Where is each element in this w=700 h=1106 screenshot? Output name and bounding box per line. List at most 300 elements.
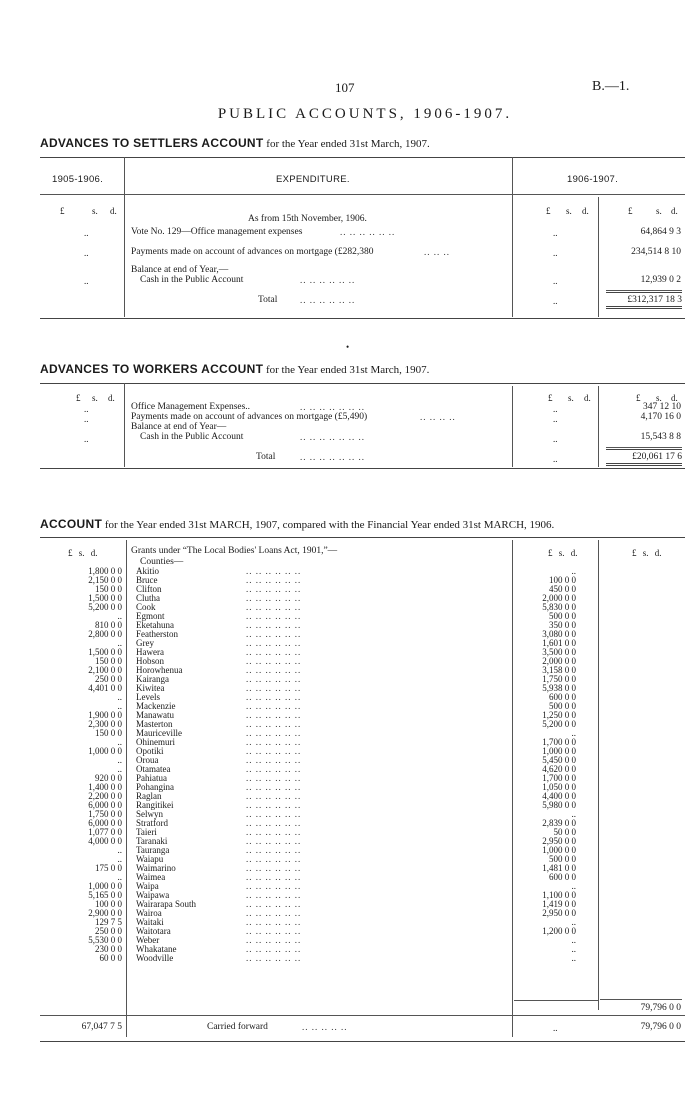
grant-county-name: Eketahuna (136, 620, 174, 630)
grant-leader-dots: .. .. .. .. .. .. (246, 800, 302, 810)
grant-prev-amount: 1,077 0 0 (88, 827, 122, 837)
page-number: 107 (335, 80, 355, 95)
grant-gap (122, 774, 136, 783)
grant-gap (122, 675, 136, 684)
grant-county-name: Levels (136, 692, 160, 702)
grant-gap (122, 954, 136, 963)
grant-leader-dots: .. .. .. .. .. .. (246, 917, 302, 927)
grant-leader-dots: .. .. .. .. .. .. (246, 737, 302, 747)
grant-curr-amount: 3,158 0 0 (542, 665, 576, 675)
grant-leader-dots: .. .. .. .. .. .. (246, 683, 302, 693)
grant-county-name: Egmont (136, 611, 165, 621)
grant-county-name: Weber (136, 935, 160, 945)
grant-row (42, 819, 576, 828)
grant-leader-dots: .. .. .. .. .. .. (246, 863, 302, 873)
grant-row (42, 918, 576, 927)
grant-prev-amount: 1,400 0 0 (88, 782, 122, 792)
settlers-row2-text: Payments made on account of advances on mortgage (£282,380 (131, 247, 374, 257)
grant-gap (122, 828, 136, 837)
grant-row (42, 900, 576, 909)
settlers-col-curr: 1906-1907. (567, 174, 619, 185)
account-carried-rule (40, 1015, 685, 1016)
grant-curr-amount: 1,601 0 0 (542, 638, 576, 648)
grant-county-name: Tauranga (136, 845, 170, 855)
grant-county-name: Cook (136, 602, 156, 612)
grant-county-name: Stratford (136, 818, 168, 828)
grant-gap (122, 891, 136, 900)
settlers-heading-rest: for the Year ended 31st March, 1907. (266, 138, 430, 150)
grant-leader-dots: .. .. .. .. .. .. (246, 575, 302, 585)
grant-row (42, 891, 576, 900)
document-page: 107 B.—1. PUBLIC ACCOUNTS, 1906-1907. ADVANCES TO SETTLERS ACCOUNT for the Year ended 31st March, 1907. 1905-1906. EXPENDITURE. 1906-1907. £ s. d. £ s. d. £ s. d. As from 15th November, 1906. .. Vote No. 129—Office management expenses .. .. .. .. .. .. .. 64,864 9 3 .. Payments made on account of advances on mortgage (£282,380 .. .. .. .. 234,514 8 10 Balance at end of Year,— .. Cash in the Public Account .. .. .. .. .. .. .. 12,939 0 2 Total .. .. .. .. .. .. .. £312,317 18 3 • ADVANCES TO WORKERS ACCOUNT for the Year ended 31st March, 1907. £ s. d. £ s. d. £ s. d. .. Office Management Expenses.. .. .. .. .. .. .. .. .. 347 12 10 .. Payments made on account of advances on mortgage (£5,490) .. .. .. .. .. 4,170 16 0 Balance at end of Year— .. Cash in the Public Account .. .. .. .. .. .. .. .. 15,543 8 8 Total .. .. .. .. .. .. .. .. £20,061 17 6 ACCOUNT for the Year ended 31st MARCH, 1907, compared with the Financial Year ended 31st MARCH, 1906. £ s. d. Grants under “The Local Bodies' Loans Act, 1901,”— £ s. d. £ s. d. Counties— 1,800 0 0 Akitio .. .. .. .. .. .. .. 2,150 0 0 Bruce .. .. .. .. .. .. 100 0 0 150 0 0 Clifton .. .. .. .. .. .. 450 0 0 1,500 0 0 Clutha .. .. .. .. .. .. 2,000 0 0 5,200 0 0 Cook .. .. .. .. .. .. 5,830 0 0 .. Egmont .. .. .. .. .. .. 500 0 0 810 0 0 Eketahuna .. .. .. .. .. .. 350 0 0 2,800 0 0 Featherston .. .. .. .. .. .. 3,080 0 0 .. Grey .. .. .. .. .. .. 1,601 0 0 1,500 0 0 Hawera .. .. .. .. .. .. 3,500 0 0 150 0 0 Hobson .. .. .. .. .. .. 2,000 0 0 2,100 0 0 Horowhenua .. .. .. .. .. .. 3,158 0 0 250 0 0 Kairanga .. .. .. .. .. .. 1,750 0 0 4,401 0 0 Kiwitea .. .. .. .. .. .. 5,938 0 0 .. Levels .. .. .. .. .. .. 600 0 0 .. Mackenzie .. .. .. .. .. .. 500 0 0 1,900 0 0 Manawatu .. .. .. .. .. .. 1,250 0 0 2,300 0 0 Masterton .. .. .. .. .. .. 5,200 0 0 150 0 0 Mauriceville .. .. .. .. .. .. .. .. Ohinemuri .. .. .. .. .. .. 1,700 0 0 1,000 0 0 Opotiki .. .. .. .. .. .. 1,000 0 0 .. Oroua .. .. .. .. .. .. 5,450 0 0 .. Otamatea .. .. .. .. .. .. 4,620 0 0 920 0 0 Pahiatua .. .. .. .. .. .. 1,700 0 0 1,400 0 0 Pohangina .. .. .. .. .. .. 1,050 0 0 2,200 0 0 Raglan .. .. .. .. .. .. 4,400 0 0 6,000 0 0 Rangitikei .. .. .. .. .. .. 5,980 0 0 1,750 0 0 Selwyn .. .. .. .. .. .. .. 6,000 0 0 Stratford .. .. .. .. .. .. 2,839 0 0 1,077 0 0 Taieri .. .. .. .. .. .. 50 0 0 4,000 0 0 Taranaki .. .. .. .. .. .. 2,950 0 0 .. Tauranga .. .. .. .. .. .. 1,000 0 0 .. Waiapu .. .. .. .. .. .. 500 0 0 175 0 0 Waimarino .. .. .. .. .. .. 1,481 0 0 .. Waimea .. .. .. .. .. .. 600 0 0 1,000 0 0 Waipa .. .. .. .. .. .. .. 5,165 0 0 Waipawa .. .. .. .. .. .. 1,100 0 0 100 0 0 Wairarapa South .. .. .. .. .. .. 1,419 0 0 2,900 0 0 Wairoa .. .. .. .. .. .. 2,950 0 0 129 7 5 Waitaki .. .. .. .. .. .. .. 250 0 0 Waitotara .. .. .. .. .. .. 1,200 0 0 5,530 0 0 Weber .. .. .. .. .. .. .. 230 0 0 Whakatane .. .. .. .. .. .. .. 60 0 0 Woodville .. .. .. .. .. .. .. 79,796 0 0 67,047 7 5 Carried forward .. .. .. .. .. .. 79,796 0 0 (0, 0, 700, 1106)
grant-row (42, 873, 576, 882)
grant-prev-amount: 6,000 0 0 (88, 818, 122, 828)
account-counties-label: Counties— (140, 557, 184, 567)
grant-gap (122, 837, 136, 846)
grant-leader-dots: .. .. .. .. .. .. (246, 818, 302, 828)
grant-row (42, 954, 576, 963)
grant-gap (122, 945, 136, 954)
grant-gap (122, 909, 136, 918)
grant-gap (122, 693, 136, 702)
grant-row (42, 675, 576, 684)
workers-row2-text: Payments made on account of advances on mortgage (£5,490) (131, 412, 368, 422)
settlers-heading-bold: ADVANCES TO SETTLERS ACCOUNT (40, 136, 264, 150)
grant-curr-amount: 350 0 0 (549, 620, 576, 630)
account-heading (40, 517, 554, 531)
settlers-row2-prev: .. (84, 248, 89, 258)
grant-row (42, 585, 576, 594)
settlers-total-rule (606, 290, 682, 291)
settlers-row4-mid: .. (553, 276, 558, 286)
grant-curr-amount: 1,100 0 0 (542, 890, 576, 900)
grant-row (42, 648, 576, 657)
grant-leader-dots: .. .. .. .. .. .. (246, 656, 302, 666)
grant-row (42, 927, 576, 936)
settlers-row1-amount: 64,864 9 3 (640, 227, 681, 237)
grant-leader-dots: .. .. .. .. .. .. (246, 665, 302, 675)
grant-county-name: Waitotara (136, 926, 171, 936)
grant-prev-amount: .. (117, 701, 122, 711)
grant-county-name: Selwyn (136, 809, 163, 819)
grant-county-name: Clutha (136, 593, 160, 603)
workers-row3-text: Balance at end of Year— (131, 422, 227, 432)
grant-leader-dots: .. .. .. .. .. .. (246, 566, 302, 576)
grant-curr-amount: 500 0 0 (549, 701, 576, 711)
grant-county-name: Rangitikei (136, 800, 174, 810)
grant-prev-amount: 6,000 0 0 (88, 800, 122, 810)
settlers-row1-dots: .. .. .. .. .. .. (340, 227, 396, 237)
page-title: PUBLIC ACCOUNTS, 1906-1907. (217, 106, 513, 122)
grant-curr-amount: 2,950 0 0 (542, 836, 576, 846)
grant-prev-amount: 2,150 0 0 (88, 575, 122, 585)
grant-gap (122, 720, 136, 729)
grant-row (42, 801, 576, 810)
grant-curr-amount: 4,400 0 0 (542, 791, 576, 801)
grant-county-name: Kiwitea (136, 683, 165, 693)
grant-county-name: Mackenzie (136, 701, 176, 711)
grant-prev-amount: .. (117, 764, 122, 774)
grant-leader-dots: .. .. .. .. .. .. (246, 890, 302, 900)
grant-prev-amount: .. (117, 692, 122, 702)
grant-prev-amount: 5,165 0 0 (88, 890, 122, 900)
settlers-row1-mid: .. (553, 228, 558, 238)
grant-prev-amount: 60 0 0 (99, 953, 122, 963)
grant-row (42, 639, 576, 648)
grant-county-name: Waimarino (136, 863, 176, 873)
grant-leader-dots: .. .. .. .. .. .. (246, 953, 302, 963)
grant-curr-amount: .. (571, 809, 576, 819)
grant-curr-amount: 5,980 0 0 (542, 800, 576, 810)
grant-gap (122, 819, 136, 828)
workers-col-divider-1 (124, 383, 125, 467)
account-subtotal: 79,796 0 0 (640, 1003, 681, 1013)
workers-row2-amount: 4,170 16 0 (640, 412, 681, 422)
grant-curr-amount: 1,000 0 0 (542, 746, 576, 756)
grant-gap (122, 648, 136, 657)
grant-row (42, 828, 576, 837)
settlers-col-prev: 1905-1906. (52, 174, 104, 185)
grant-gap (122, 801, 136, 810)
workers-row4-mid: .. (553, 434, 558, 444)
grant-prev-amount: 920 0 0 (95, 773, 122, 783)
grant-row (42, 846, 576, 855)
grant-gap (122, 567, 136, 576)
settlers-row4-dots: .. .. .. .. .. .. (300, 275, 356, 285)
grant-row (42, 729, 576, 738)
grant-prev-amount: 1,000 0 0 (88, 881, 122, 891)
grant-gap (122, 864, 136, 873)
grant-prev-amount: .. (117, 854, 122, 864)
grant-curr-amount: 1,250 0 0 (542, 710, 576, 720)
settlers-unit-pound: £ (60, 206, 65, 216)
account-carried-label: Carried forward (207, 1022, 268, 1032)
settlers-row1-prev: .. (84, 228, 89, 238)
workers-row4-prev: .. (84, 434, 89, 444)
settlers-row3-text: Balance at end of Year,— (131, 265, 229, 275)
grant-row (42, 567, 576, 576)
grant-curr-amount: 450 0 0 (549, 584, 576, 594)
grant-county-name: Bruce (136, 575, 158, 585)
grant-prev-amount: 150 0 0 (95, 728, 122, 738)
settlers-row4-amount: 12,939 0 2 (640, 275, 681, 285)
grant-county-name: Whakatane (136, 944, 177, 954)
workers-heading (40, 362, 429, 376)
workers-unit-d: d. (108, 393, 115, 403)
grant-leader-dots: .. .. .. .. .. .. (246, 602, 302, 612)
document-reference: B.—1. (592, 79, 630, 94)
grant-county-name: Hobson (136, 656, 165, 666)
grant-curr-amount: 500 0 0 (549, 854, 576, 864)
grant-gap (122, 621, 136, 630)
grant-leader-dots: .. .. .. .. .. .. (246, 935, 302, 945)
account-grants-body (42, 567, 576, 963)
settlers-as-from: As from 15th November, 1906. (248, 214, 367, 224)
grant-curr-amount: 50 0 0 (553, 827, 576, 837)
settlers-heading (40, 136, 430, 150)
grant-gap (122, 873, 136, 882)
grant-prev-amount: 250 0 0 (95, 674, 122, 684)
settlers-row2-amount: 234,514 8 10 (631, 247, 681, 257)
grant-leader-dots: .. .. .. .. .. .. (246, 584, 302, 594)
grant-prev-amount: 2,900 0 0 (88, 908, 122, 918)
workers-row2-prev: .. (84, 414, 89, 424)
account-carried-mid: .. (553, 1023, 558, 1033)
grant-leader-dots: .. .. .. .. .. .. (246, 908, 302, 918)
settlers-col-expenditure: EXPENDITURE. (276, 174, 350, 185)
grant-prev-amount: 175 0 0 (95, 863, 122, 873)
grant-row (42, 576, 576, 585)
grant-row (42, 882, 576, 891)
grant-leader-dots: .. .. .. .. .. .. (246, 854, 302, 864)
grant-county-name: Kairanga (136, 674, 169, 684)
account-heading-bold: ACCOUNT (40, 517, 103, 531)
workers-row4-dots: .. .. .. .. .. .. .. (300, 432, 365, 442)
grant-gap (122, 846, 136, 855)
grant-curr-amount: 5,938 0 0 (542, 683, 576, 693)
grant-row (42, 756, 576, 765)
grant-prev-amount: 1,800 0 0 (88, 566, 122, 576)
settlers-unit-d: d. (110, 206, 117, 216)
workers-total-rule (606, 447, 682, 448)
grant-row (42, 837, 576, 846)
grant-prev-amount: .. (117, 638, 122, 648)
grant-gap (122, 810, 136, 819)
grant-prev-amount: 100 0 0 (95, 899, 122, 909)
grant-curr-amount: 1,700 0 0 (542, 773, 576, 783)
grant-row (42, 657, 576, 666)
settlers-row2-dots: .. .. .. (424, 247, 450, 257)
grant-row (42, 711, 576, 720)
workers-heading-bold: ADVANCES TO WORKERS ACCOUNT (40, 362, 264, 376)
grant-prev-amount: .. (117, 872, 122, 882)
settlers-unit-s: s. (92, 206, 98, 216)
grant-curr-amount: 1,419 0 0 (542, 899, 576, 909)
grant-leader-dots: .. .. .. .. .. .. (246, 899, 302, 909)
grant-gap (122, 576, 136, 585)
grant-leader-dots: .. .. .. .. .. .. (246, 809, 302, 819)
grant-prev-amount: 150 0 0 (95, 656, 122, 666)
grant-county-name: Waitaki (136, 917, 164, 927)
grant-row (42, 792, 576, 801)
grant-curr-amount: 4,620 0 0 (542, 764, 576, 774)
grant-county-name: Oroua (136, 755, 159, 765)
account-unit-mid: £ s. d. (548, 548, 578, 558)
grant-county-name: Waimea (136, 872, 166, 882)
settlers-row1-text: Vote No. 129—Office management expenses (131, 227, 303, 237)
grant-curr-amount: 1,750 0 0 (542, 674, 576, 684)
grant-row (42, 693, 576, 702)
account-carried-total: 79,796 0 0 (640, 1022, 681, 1032)
grant-leader-dots: .. .. .. .. .. .. (246, 611, 302, 621)
workers-unit-s: s. (92, 393, 98, 403)
grant-gap (122, 918, 136, 927)
grant-county-name: Grey (136, 638, 154, 648)
grant-row (42, 747, 576, 756)
grant-county-name: Waiapu (136, 854, 164, 864)
grant-leader-dots: .. .. .. .. .. .. (246, 881, 302, 891)
account-unit-right: £ s. d. (632, 548, 662, 558)
grant-curr-amount: 1,481 0 0 (542, 863, 576, 873)
grant-row (42, 774, 576, 783)
grant-leader-dots: .. .. .. .. .. .. (246, 827, 302, 837)
settlers-col-divider-3 (598, 197, 599, 317)
grant-row (42, 945, 576, 954)
grant-row (42, 666, 576, 675)
grant-county-name: Opotiki (136, 746, 164, 756)
grant-curr-amount: 600 0 0 (549, 872, 576, 882)
grant-curr-amount: 1,000 0 0 (542, 845, 576, 855)
grant-gap (122, 738, 136, 747)
account-subtotal-rule-left (514, 1000, 598, 1001)
grant-leader-dots: .. .. .. .. .. .. (246, 692, 302, 702)
grant-row (42, 684, 576, 693)
account-grants-table (42, 567, 576, 963)
workers-col-divider-2 (512, 386, 513, 467)
grant-gap (122, 783, 136, 792)
grant-prev-amount: 810 0 0 (95, 620, 122, 630)
grant-row (42, 594, 576, 603)
grant-leader-dots: .. .. .. .. .. .. (246, 773, 302, 783)
settlers-row4-text: Cash in the Public Account (140, 275, 244, 285)
grant-prev-amount: .. (117, 845, 122, 855)
settlers-row4-prev: .. (84, 276, 89, 286)
workers-row1-mid: .. (553, 404, 558, 414)
workers-total-label: Total (256, 452, 276, 462)
grant-county-name: Waipa (136, 881, 159, 891)
grant-county-name: Pahiatua (136, 773, 167, 783)
grant-curr-amount: 2,000 0 0 (542, 656, 576, 666)
grant-curr-amount: 600 0 0 (549, 692, 576, 702)
grant-gap (122, 702, 136, 711)
grant-curr-amount: .. (571, 566, 576, 576)
grant-prev-amount: 129 7 5 (95, 917, 122, 927)
grant-leader-dots: .. .. .. .. .. .. (246, 674, 302, 684)
grant-prev-amount: 2,800 0 0 (88, 629, 122, 639)
grant-leader-dots: .. .. .. .. .. .. (246, 764, 302, 774)
grant-county-name: Taranaki (136, 836, 168, 846)
grant-row (42, 621, 576, 630)
grant-curr-amount: 3,080 0 0 (542, 629, 576, 639)
workers-row1-text: Office Management Expenses.. (131, 402, 251, 412)
grant-prev-amount: 1,000 0 0 (88, 746, 122, 756)
workers-total-amount: £20,061 17 6 (606, 449, 682, 466)
account-carried-dots: .. .. .. .. .. (302, 1022, 348, 1032)
grant-curr-amount: .. (571, 881, 576, 891)
grant-leader-dots: .. .. .. .. .. .. (246, 593, 302, 603)
grant-county-name: Hawera (136, 647, 164, 657)
grant-prev-amount: .. (117, 755, 122, 765)
workers-row2-dots: .. .. .. .. (420, 412, 456, 422)
grant-gap (122, 585, 136, 594)
grant-row (42, 603, 576, 612)
grant-row (42, 855, 576, 864)
grant-curr-amount: 5,830 0 0 (542, 602, 576, 612)
settlers-total-label: Total (258, 295, 278, 305)
grant-gap (122, 639, 136, 648)
grant-gap (122, 756, 136, 765)
grant-prev-amount: 5,530 0 0 (88, 935, 122, 945)
settlers-total-mid: .. (553, 296, 558, 306)
grant-leader-dots: .. .. .. .. .. .. (246, 701, 302, 711)
grant-gap (122, 657, 136, 666)
grant-county-name: Wairoa (136, 908, 162, 918)
grant-gap (122, 603, 136, 612)
grant-row (42, 810, 576, 819)
grant-prev-amount: 2,100 0 0 (88, 665, 122, 675)
grant-curr-amount: 2,839 0 0 (542, 818, 576, 828)
grant-row (42, 783, 576, 792)
grant-curr-amount: .. (571, 728, 576, 738)
workers-row1-amount: 347 12 10 (643, 402, 681, 412)
grant-curr-amount: 500 0 0 (549, 611, 576, 621)
grant-leader-dots: .. .. .. .. .. .. (246, 647, 302, 657)
grant-curr-amount: 1,200 0 0 (542, 926, 576, 936)
grant-prev-amount: 4,401 0 0 (88, 683, 122, 693)
grant-row (42, 909, 576, 918)
grant-curr-amount: 2,000 0 0 (542, 593, 576, 603)
grant-curr-amount: 2,950 0 0 (542, 908, 576, 918)
grant-curr-amount: .. (571, 917, 576, 927)
grant-row (42, 630, 576, 639)
grant-gap (122, 882, 136, 891)
grant-county-name: Woodville (136, 953, 174, 963)
grant-curr-amount: 5,450 0 0 (542, 755, 576, 765)
settlers-total-dots: .. .. .. .. .. .. (300, 295, 356, 305)
grant-prev-amount: 4,000 0 0 (88, 836, 122, 846)
grant-county-name: Wairarapa South (136, 899, 197, 909)
grant-row (42, 702, 576, 711)
grant-prev-amount: .. (117, 737, 122, 747)
grant-leader-dots: .. .. .. .. .. .. (246, 845, 302, 855)
grant-gap (122, 612, 136, 621)
grant-leader-dots: .. .. .. .. .. .. (246, 719, 302, 729)
grant-curr-amount: .. (571, 935, 576, 945)
account-heading-rest: for the Year ended 31st MARCH, 1907, compared with the Financial Year ended 31st MARCH, 1906. (104, 519, 555, 531)
workers-total-dots: .. .. .. .. .. .. .. (300, 452, 365, 462)
grant-leader-dots: .. .. .. .. .. .. (246, 836, 302, 846)
grant-gap (122, 855, 136, 864)
grant-row (42, 936, 576, 945)
grant-prev-amount: 2,200 0 0 (88, 791, 122, 801)
grant-leader-dots: .. .. .. .. .. .. (246, 782, 302, 792)
grant-leader-dots: .. .. .. .. .. .. (246, 926, 302, 936)
grant-gap (122, 900, 136, 909)
grant-leader-dots: .. .. .. .. .. .. (246, 791, 302, 801)
grant-gap (122, 792, 136, 801)
grant-gap (122, 729, 136, 738)
grant-curr-amount: 1,700 0 0 (542, 737, 576, 747)
grant-leader-dots: .. .. .. .. .. .. (246, 755, 302, 765)
workers-col-divider-3 (598, 386, 599, 467)
account-carried-prev: 67,047 7 5 (81, 1022, 122, 1032)
grant-county-name: Ohinemuri (136, 737, 175, 747)
grant-prev-amount: 150 0 0 (95, 584, 122, 594)
grant-row (42, 738, 576, 747)
grant-leader-dots: .. .. .. .. .. .. (246, 944, 302, 954)
grant-row (42, 612, 576, 621)
grant-county-name: Otamatea (136, 764, 171, 774)
grant-prev-amount: .. (117, 611, 122, 621)
grant-county-name: Pohangina (136, 782, 174, 792)
grant-gap (122, 630, 136, 639)
grant-leader-dots: .. .. .. .. .. .. (246, 620, 302, 630)
grant-prev-amount: 1,900 0 0 (88, 710, 122, 720)
grant-county-name: Clifton (136, 584, 162, 594)
grant-leader-dots: .. .. .. .. .. .. (246, 638, 302, 648)
account-subtotal-rule (600, 999, 682, 1000)
grant-row (42, 720, 576, 729)
